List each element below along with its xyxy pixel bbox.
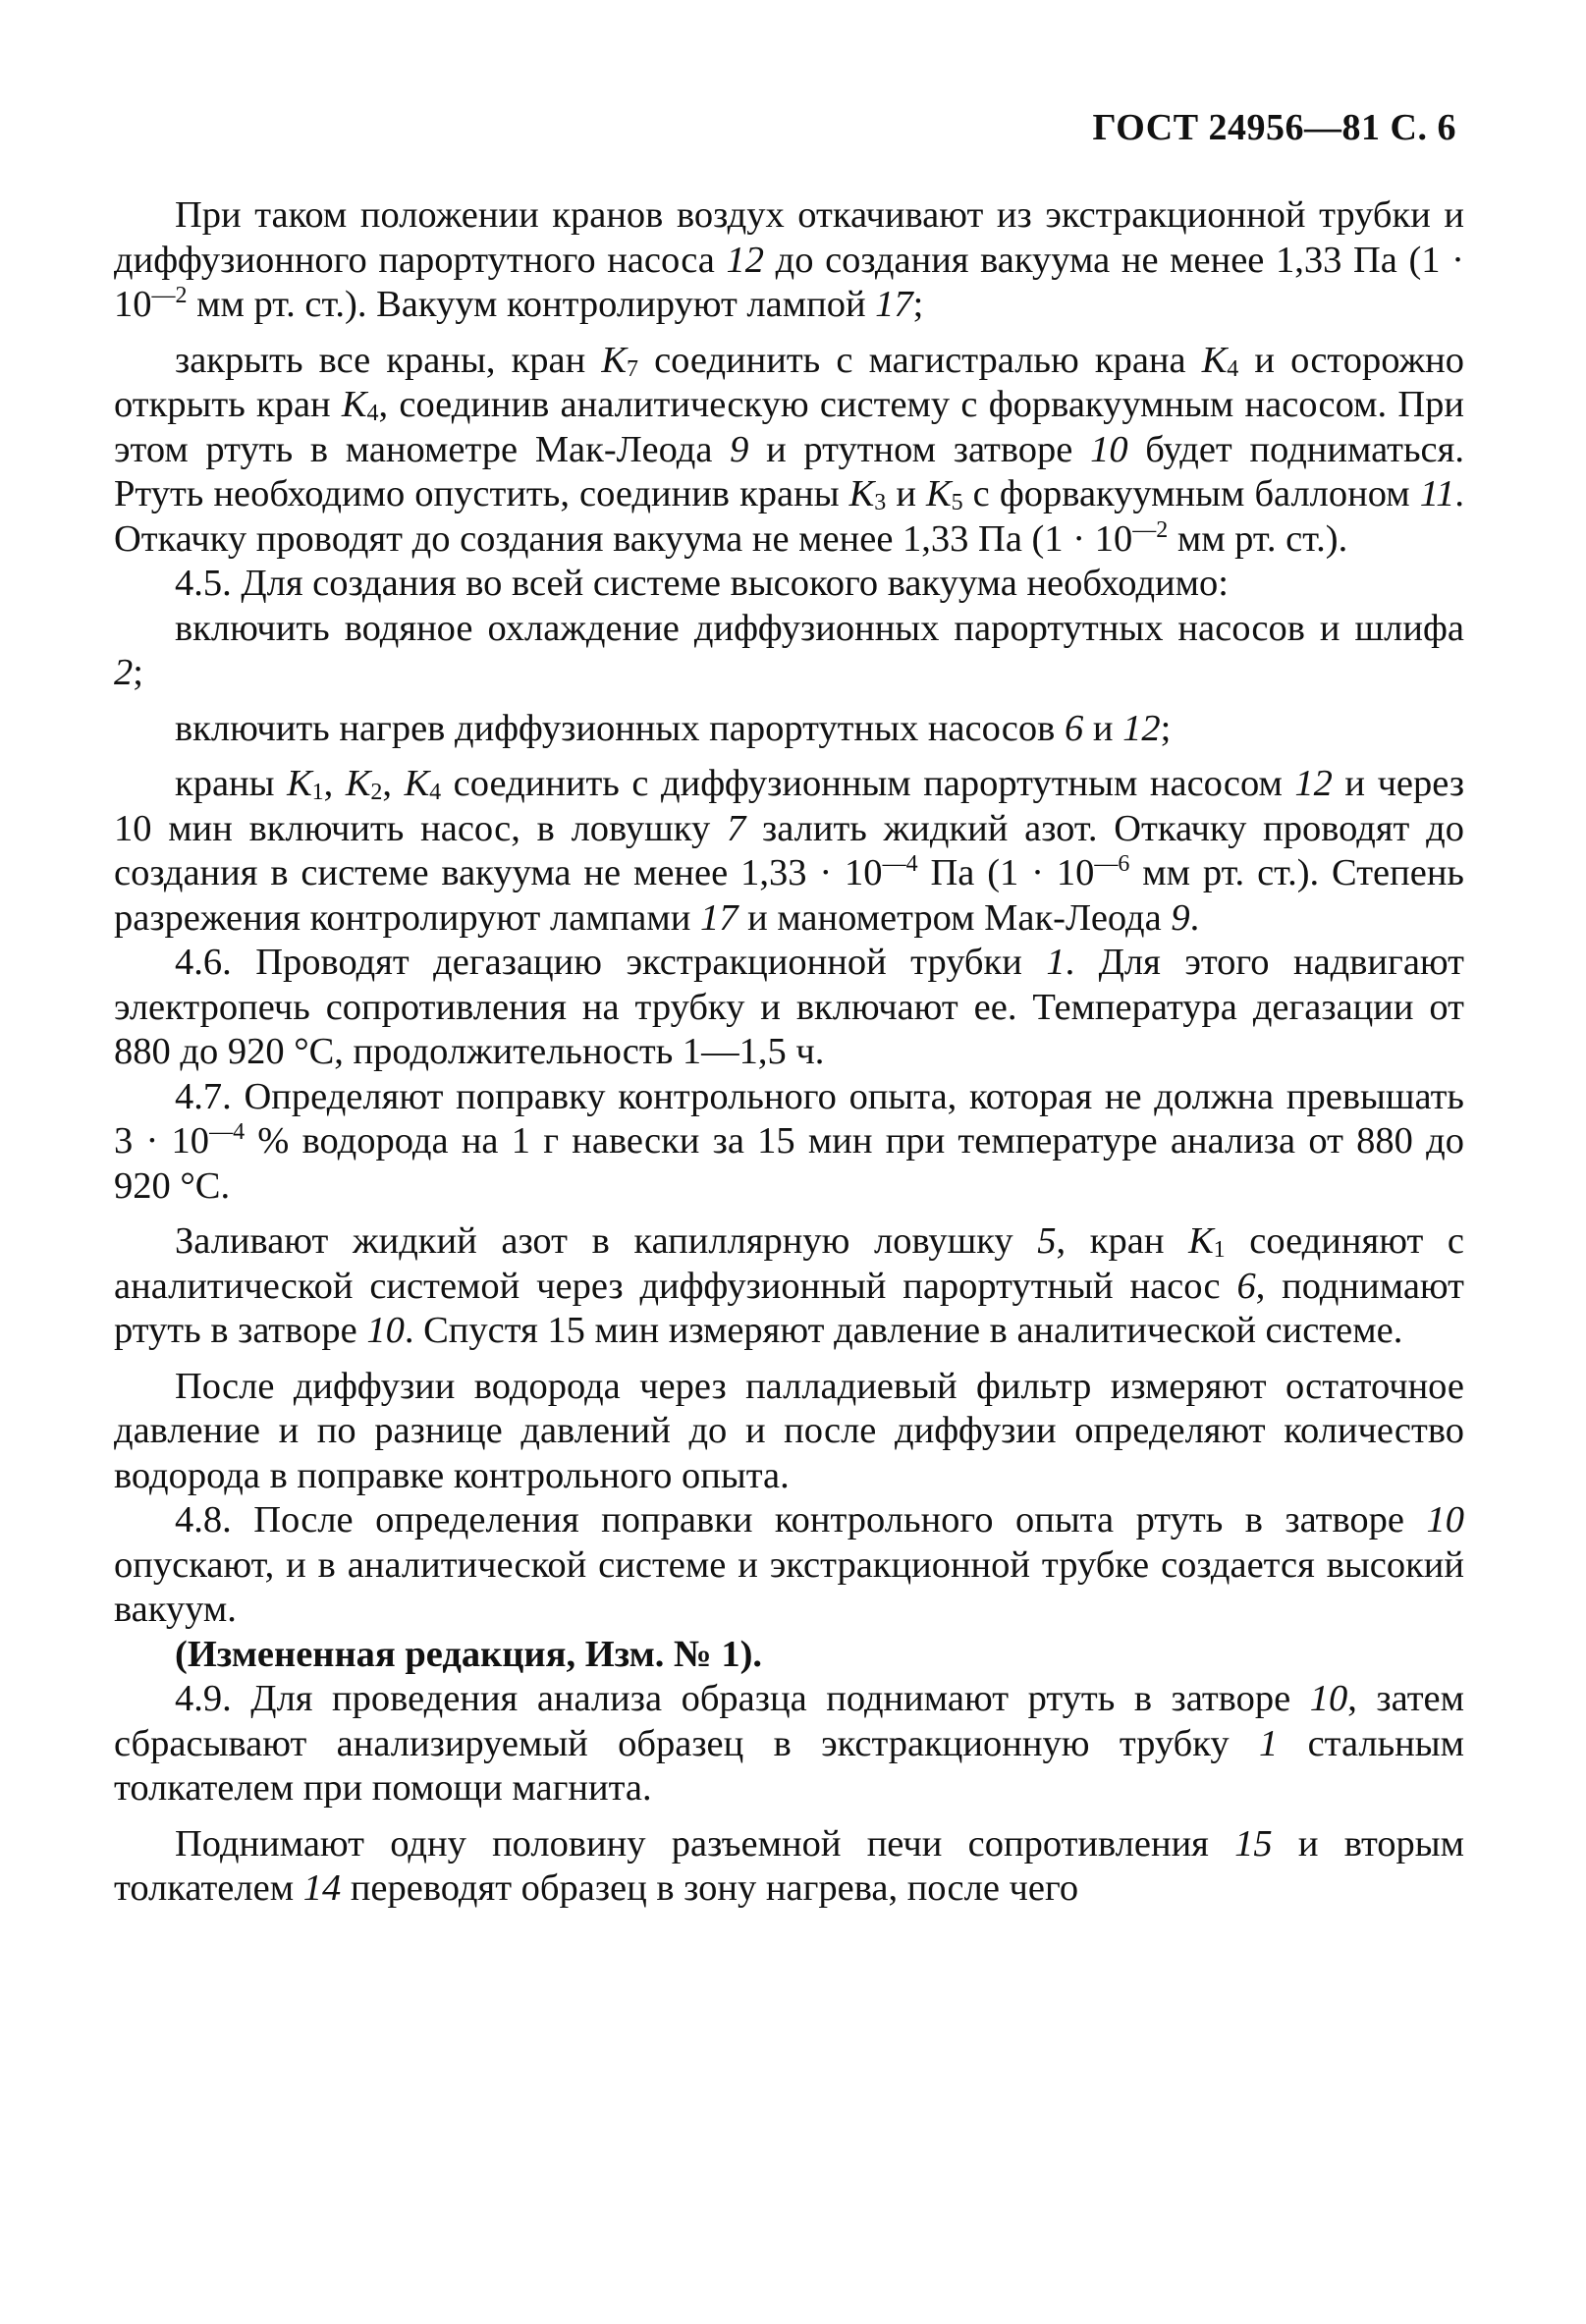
page-header: ГОСТ 24956—81 С. 6 [1092, 107, 1456, 148]
document-body [114, 193, 1464, 1912]
paragraph-p1: При таком положении кранов воздух откачивают из экстракционной трубки и диффузионного парортутного насоса 12 до создания вакуума не менее 1,33 Па ($1 \cdot 10^{—2}$ мм рт. ст.). Вакуум контролируют лампой 17; [114, 194, 1464, 325]
paragraph-p14: Поднимают одну половину разъемной печи сопротивления 15 и вторым толкателем 14 переводят образец в зону нагрева, после чего [114, 1822, 1464, 1909]
paragraph-p13: 4.9. Для проведения анализа образца поднимают ртуть в затворе 10, затем сбрасывают анализируемый образец в экстракционную трубку 1 стальным толкателем при помощи магнита. [114, 1678, 1465, 1809]
paragraph-p11: 4.8. После определения поправки контрольного опыта ртуть в затворе 10 опускают, и в аналитической системе и экстракционной трубке создается высокий вакуум. [114, 1499, 1464, 1630]
paragraph-p2: закрыть все краны, кран $К_7$ соединить с магистралью крана $К_4$ и осторожно открыть кран $К_4$, соединив аналитическую систему с форвакуумным насосом. При этом ртуть в манометре Мак-Леода 9 и ртутном затворе 10 будет подниматься. Ртуть необходимо опустить, соединив краны $К_3$ и $К_5$ с форвакуумным баллоном 11. Откачку проводят до создания вакуума не менее 1,33 Па ($1 \cdot 10^{—2}$ мм рт. ст.). [114, 339, 1464, 560]
paragraph-p12: (Измененная редакция, Изм. № 1). [175, 1633, 763, 1675]
paragraph-p9: Заливают жидкий азот в капиллярную ловушку 5, кран $К_1$ соединяют с аналитической системой через диффузионный парортутный насос 6, поднимают ртуть в затворе 10. Спустя 15 мин измеряют давление в аналитической системе. [114, 1220, 1464, 1351]
paragraph-p6: краны $К_1$, $К_2$, $К_4$ соединить с диффузионным парортутным насосом 12 и через 10 мин включить насос, в ловушку 7 залить жидкий азот. Откачку проводят до создания в системе вакуума не менее $1,33 \cdot 10^{—4}$ Па ($1 \cdot 10^{—6}$ мм рт. ст.). Степень разрежения контролируют лампами 17 и манометром Мак-Леода 9. [114, 763, 1465, 939]
paragraph-p7: 4.6. Проводят дегазацию экстракционной трубки 1. Для этого надвигают электропечь сопротивления на трубку и включают ее. Температура дегазации от 880 до 920 °С, продолжительность 1—1,5 ч. [114, 942, 1464, 1072]
paragraph-p8: 4.7. Определяют поправку контрольного опыта, которая не должна превышать $3 \cdot 10^{—4}$ % водорода на 1 г навески за 15 мин при температуре анализа от 880 до 920 °С. [114, 1075, 1464, 1207]
paragraph-p5: включить нагрев диффузионных парортутных насосов 6 и 12; [175, 707, 1172, 749]
paragraph-p4: включить водяное охлаждение диффузионных парортутных насосов и шлифа 2; [114, 607, 1464, 693]
paragraph-p3: 4.5. Для создания во всей системе высокого вакуума необходимо: [175, 563, 1229, 604]
paragraph-p10: После диффузии водорода через палладиевый фильтр измеряют остаточное давление и по разнице давлений до и после диффузии определяют количество водорода в поправке контрольного опыта. [114, 1365, 1464, 1496]
